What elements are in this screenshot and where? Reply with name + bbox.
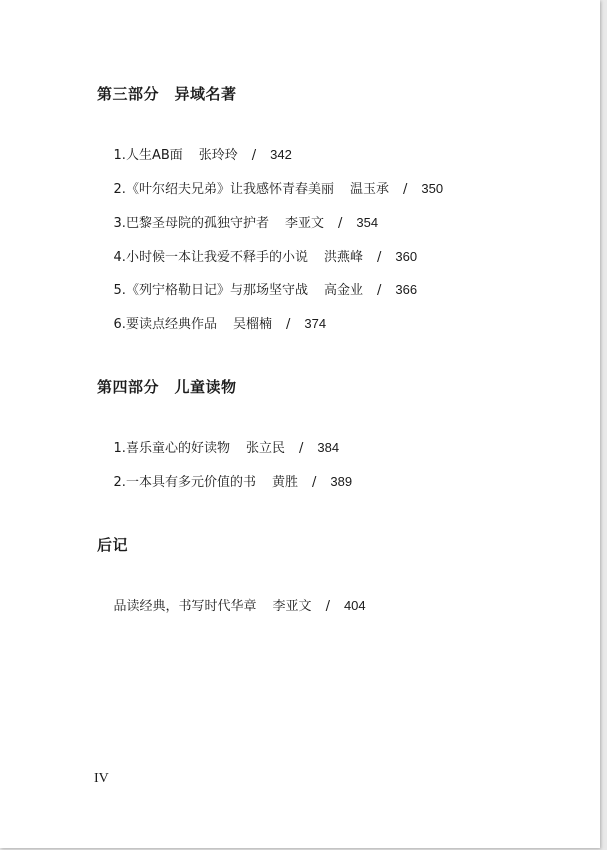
entry-separator: / [325, 599, 330, 614]
entry-number: 2. [113, 475, 126, 490]
entry-number: 6. [113, 317, 126, 332]
entry-separator: / [285, 317, 291, 332]
entry-separator: / [376, 250, 382, 265]
entry-number: 1. [113, 148, 126, 163]
entry-title: 小时候一本让我爱不释手的小说 [125, 250, 308, 265]
entry-page: 354 [356, 215, 379, 230]
entry-author: 高金业 [323, 283, 363, 298]
toc-entry [97, 458, 352, 507]
entry-separator: / [251, 148, 257, 163]
entry-page: 366 [395, 282, 418, 297]
entry-title: 喜乐童心的好读物 [125, 441, 230, 456]
entry-author: 张立民 [245, 441, 285, 456]
entry-separator: / [402, 182, 408, 197]
entry-title: 人生AB面 [125, 148, 183, 163]
entry-author: 张玲玲 [198, 148, 238, 163]
entry-separator: / [311, 475, 317, 490]
section-title-afterword: 后记 [97, 536, 129, 554]
entry-title: 巴黎圣母院的孤独守护者 [125, 216, 269, 231]
entry-title: 《列宁格勒日记》与那场坚守战 [125, 283, 308, 298]
entry-title: 品读经典，书写时代华章 [113, 599, 257, 614]
section-title-foreign-classics: 第三部分 异域名著 [97, 85, 237, 103]
toc-entry [97, 300, 326, 349]
entry-page: 384 [317, 440, 340, 455]
entry-page: 342 [270, 147, 292, 162]
entry-number: 1. [113, 441, 126, 456]
entry-title: 要读点经典作品 [125, 317, 217, 332]
entry-author: 温玉承 [349, 182, 389, 197]
entry-page: 360 [395, 249, 418, 264]
entry-author: 黄胜 [271, 475, 298, 490]
entry-page: 374 [304, 316, 327, 331]
page-folio: IV [94, 771, 109, 786]
entry-number: 4. [113, 250, 126, 265]
entry-number: 5. [113, 283, 126, 298]
entry-page: 350 [421, 181, 444, 196]
toc-entry [97, 582, 366, 631]
entry-number: 2. [113, 182, 126, 197]
entry-author: 吴榴楠 [232, 317, 272, 332]
entry-number: 3. [113, 216, 126, 231]
entry-page: 404 [343, 598, 366, 613]
entry-title: 一本具有多元价值的书 [125, 475, 256, 490]
entry-author: 李亚文 [284, 216, 324, 231]
section-title-children-reading: 第四部分 儿童读物 [97, 378, 237, 396]
entry-separator: / [298, 441, 304, 456]
entry-title: 《叶尔绍夫兄弟》让我感怀青春美丽 [125, 182, 334, 197]
entry-page: 389 [330, 474, 353, 489]
entry-author: 李亚文 [272, 599, 312, 614]
entry-separator: / [337, 216, 343, 231]
entry-author: 洪燕峰 [323, 250, 363, 265]
entry-separator: / [376, 283, 382, 298]
